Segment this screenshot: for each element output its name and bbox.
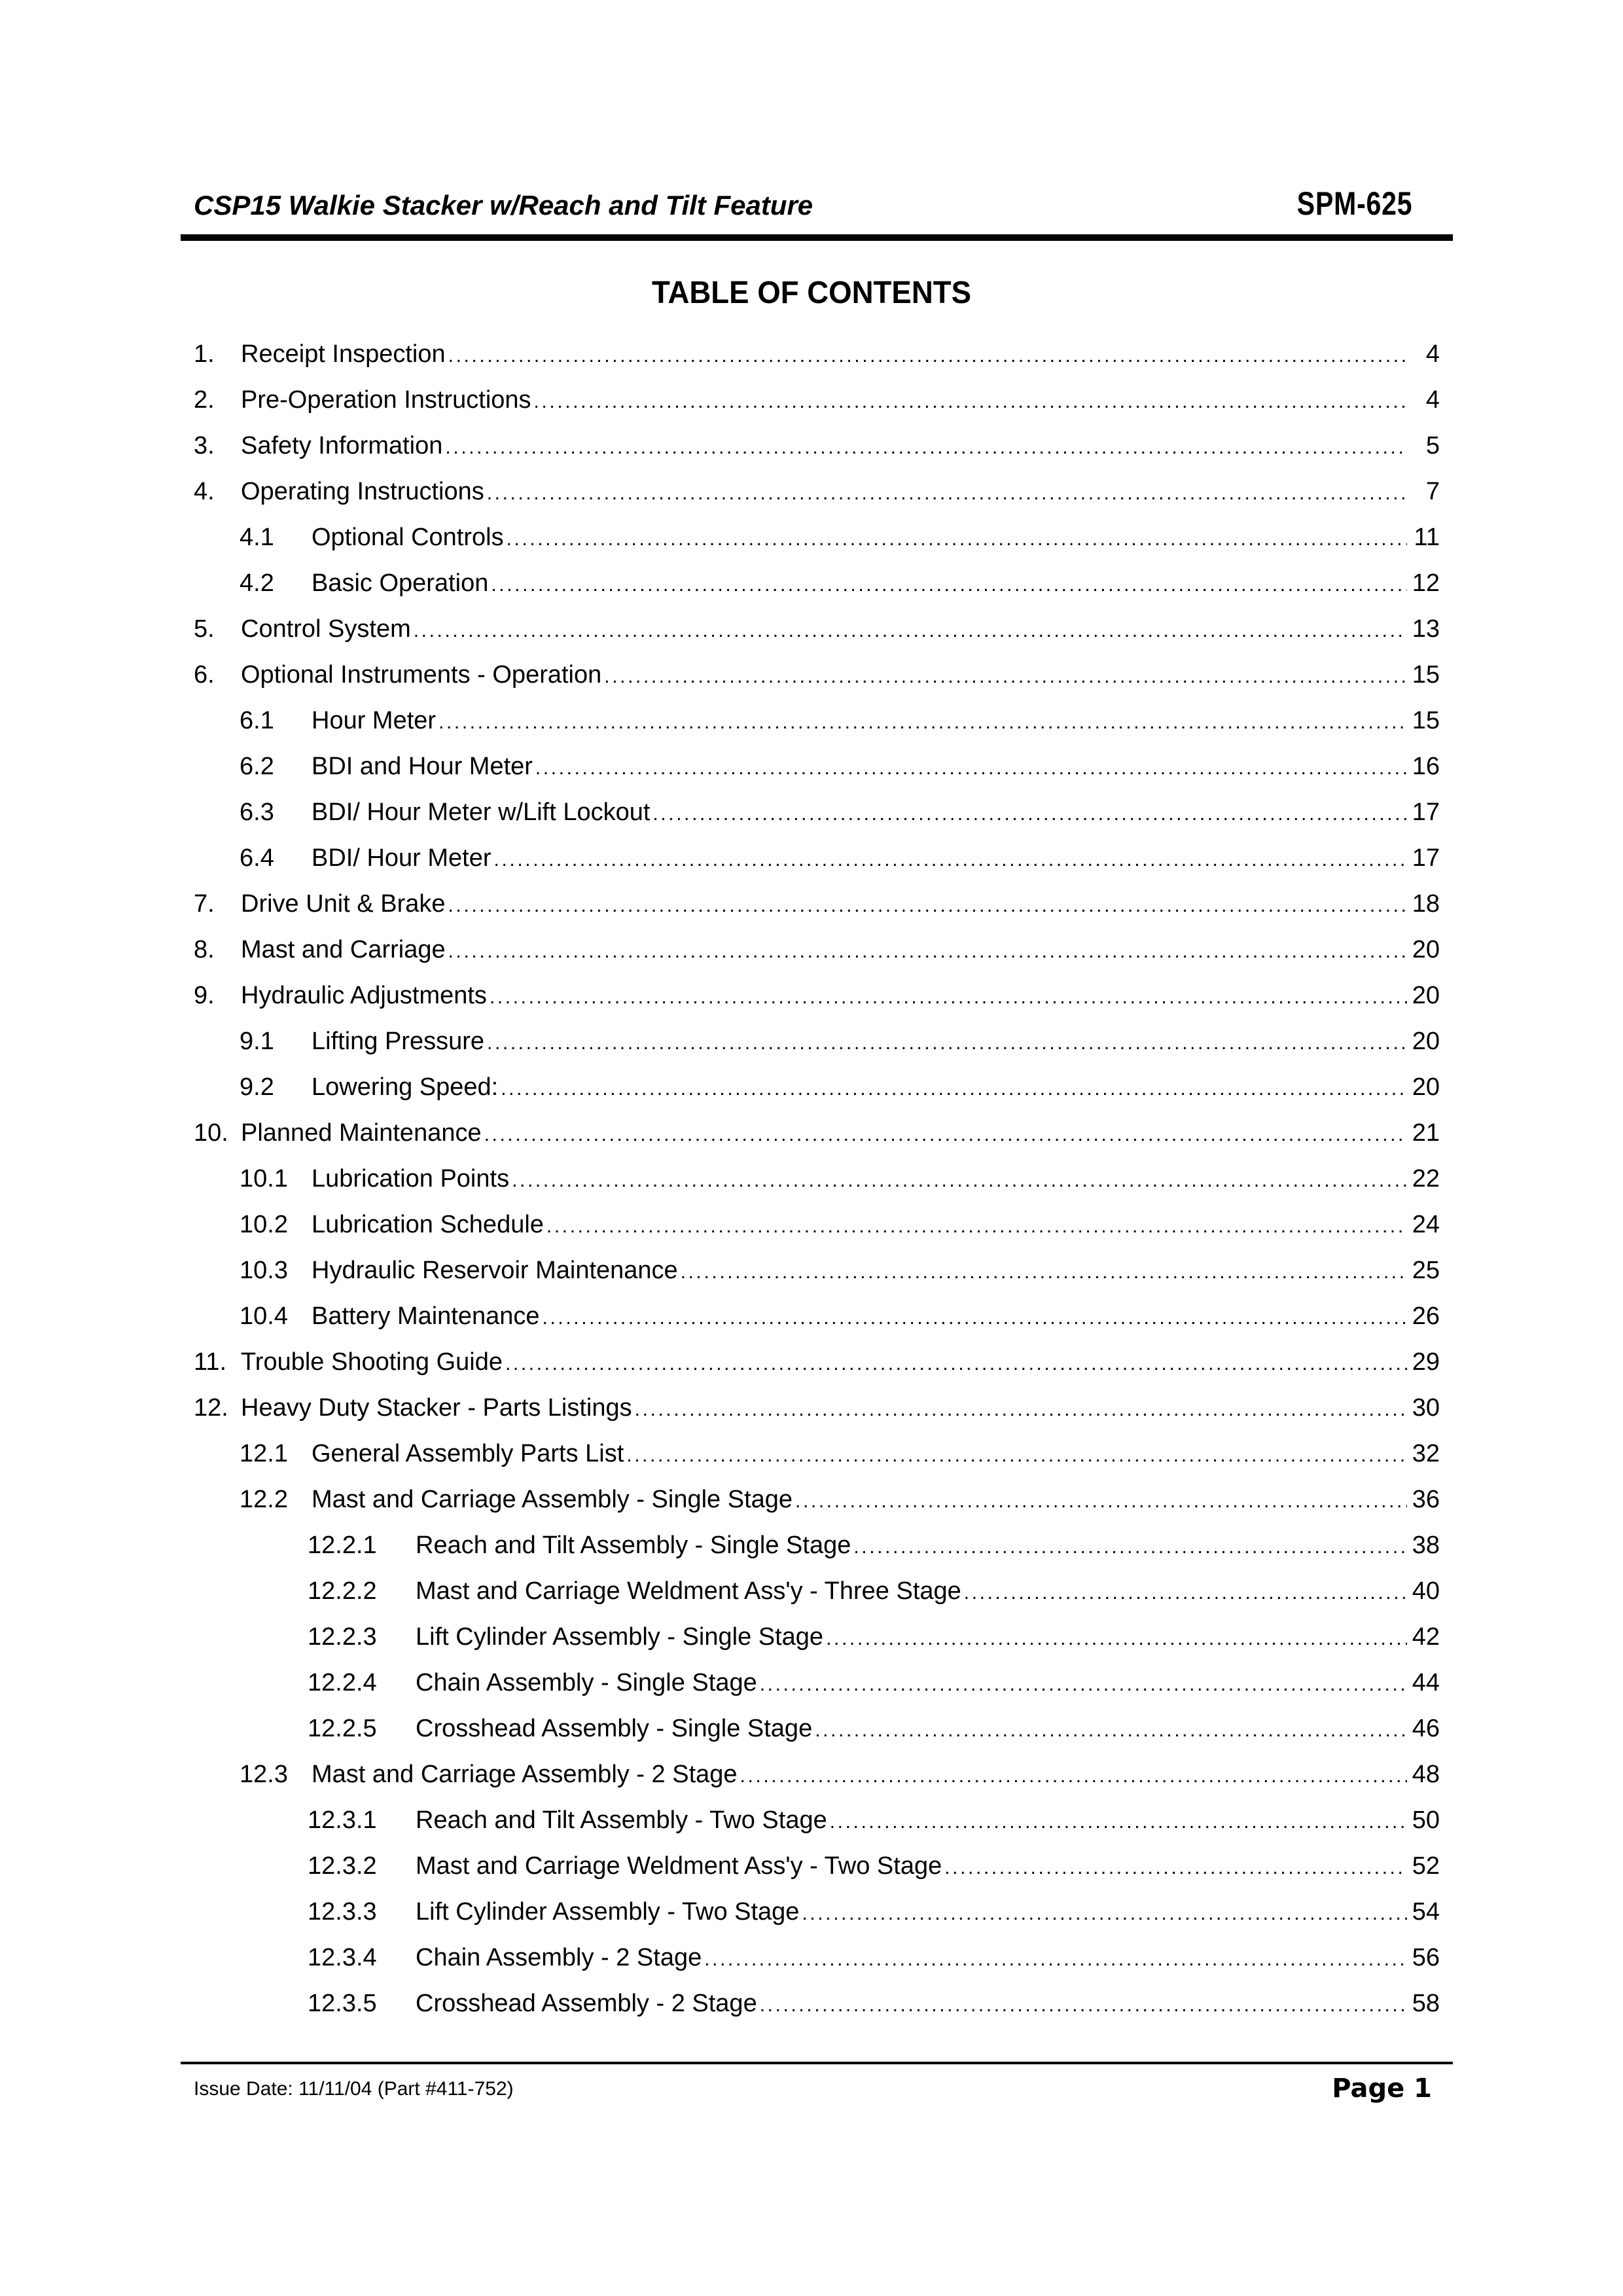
toc-entry-label[interactable]: Hour Meter <box>312 707 437 734</box>
toc-entry-number: 8. <box>194 936 215 963</box>
toc-entry-number: 10.3 <box>240 1257 288 1284</box>
toc-entry-number: 4.2 <box>240 569 274 597</box>
toc-entry-number: 12.2.4 <box>308 1669 377 1696</box>
toc-entry-label[interactable]: Operating Instructions <box>241 478 484 505</box>
dot-leader <box>944 1857 1407 1879</box>
toc-entry-number: 12.3.4 <box>308 1944 377 1971</box>
dot-leader <box>681 1261 1407 1283</box>
dot-leader <box>543 1307 1407 1329</box>
dot-leader <box>853 1536 1407 1558</box>
toc-entry-label[interactable]: Mast and Carriage Assembly - Single Stage <box>312 1486 793 1513</box>
toc-entry-number: 6.4 <box>240 844 274 872</box>
toc-entry[interactable] <box>240 1486 1440 1532</box>
toc-entry[interactable] <box>308 1669 1440 1715</box>
toc-entry[interactable] <box>194 936 1440 982</box>
toc-entry[interactable] <box>194 890 1440 936</box>
toc-entry-label[interactable]: Pre-Operation Instructions <box>241 386 531 414</box>
toc-entry[interactable] <box>194 982 1440 1028</box>
toc-entry[interactable] <box>240 1028 1440 1073</box>
toc-entry-number: 12.2.2 <box>308 1577 377 1605</box>
dot-leader <box>652 803 1407 825</box>
toc-entry-number: 1. <box>194 340 215 368</box>
toc-entry-label[interactable]: Lubrication Points <box>312 1165 510 1193</box>
dot-leader <box>760 1674 1407 1696</box>
dot-leader <box>507 528 1407 550</box>
toc-entry-label[interactable]: Lift Cylinder Assembly - Two Stage <box>416 1898 800 1926</box>
toc-entry[interactable] <box>194 1119 1440 1165</box>
toc-entry-page[interactable]: 20 <box>1412 1073 1440 1101</box>
toc-heading: TABLE OF CONTENTS <box>651 276 972 310</box>
toc-entry-label[interactable]: Crosshead Assembly - Single Stage <box>416 1715 813 1742</box>
toc-entry[interactable] <box>194 615 1440 661</box>
toc-entry-page[interactable]: 32 <box>1412 1440 1440 1467</box>
toc-entry-page[interactable]: 12 <box>1412 569 1440 597</box>
toc-entry-label[interactable]: Heavy Duty Stacker - Parts Listings <box>241 1394 632 1422</box>
dot-leader <box>490 986 1407 1009</box>
dot-leader <box>494 849 1407 871</box>
toc-entry[interactable] <box>240 1165 1440 1211</box>
toc-entry-page[interactable]: 17 <box>1412 798 1440 826</box>
toc-entry-label[interactable]: Safety Information <box>241 432 443 459</box>
toc-entry-page[interactable]: 25 <box>1412 1257 1440 1284</box>
toc-entry-number: 12.3.5 <box>308 1990 377 2017</box>
toc-entry-label[interactable]: Lift Cylinder Assembly - Single Stage <box>416 1623 824 1651</box>
dot-leader <box>448 941 1407 963</box>
dot-leader <box>964 1582 1407 1604</box>
toc-entry[interactable] <box>308 1806 1440 1852</box>
toc-entry-page[interactable]: 20 <box>1412 936 1440 963</box>
dot-leader <box>505 1353 1407 1375</box>
toc-entry-page[interactable]: 29 <box>1412 1348 1440 1376</box>
toc-entry-label[interactable]: Lowering Speed: <box>312 1073 499 1101</box>
document-code: SPM-625 <box>1296 185 1412 222</box>
toc-entry[interactable] <box>194 1348 1440 1394</box>
toc-entry-number: 12.2.1 <box>308 1532 377 1559</box>
toc-entry-label[interactable]: Chain Assembly - Single Stage <box>416 1669 757 1696</box>
dot-leader <box>826 1628 1407 1650</box>
toc-entry-page[interactable]: 54 <box>1412 1898 1440 1926</box>
toc-entry[interactable] <box>240 753 1440 798</box>
dot-leader <box>604 666 1407 688</box>
toc-entry-label[interactable]: Reach and Tilt Assembly - Single Stage <box>416 1532 851 1559</box>
toc-entry[interactable] <box>240 1211 1440 1257</box>
toc-entry-page[interactable]: 16 <box>1412 753 1440 780</box>
toc-entry-page[interactable]: 44 <box>1412 1669 1440 1696</box>
toc-entry-number: 3. <box>194 432 215 459</box>
dot-leader <box>546 1215 1407 1238</box>
toc-entry-number: 4.1 <box>240 524 274 551</box>
toc-entry-label[interactable]: Trouble Shooting Guide <box>241 1348 503 1376</box>
toc-entry-label[interactable]: Lubrication Schedule <box>312 1211 544 1238</box>
dot-leader <box>487 1032 1407 1054</box>
toc-entry[interactable] <box>240 1440 1440 1486</box>
toc-entry-label[interactable]: Drive Unit & Brake <box>241 890 446 918</box>
toc-entry-number: 7. <box>194 890 215 918</box>
toc-entry-page[interactable]: 7 <box>1425 478 1440 505</box>
dot-leader <box>448 345 1407 367</box>
toc-entry[interactable] <box>240 569 1440 615</box>
toc-entry-number: 10.1 <box>240 1165 288 1193</box>
toc-entry-page[interactable]: 40 <box>1412 1577 1440 1605</box>
toc-entry-label[interactable]: Mast and Carriage Weldment Ass'y - Three Stage <box>416 1577 961 1605</box>
toc-entry-number: 12.2.5 <box>308 1715 377 1742</box>
toc-entry[interactable] <box>308 1944 1440 1990</box>
toc-entry-label[interactable]: Chain Assembly - 2 Stage <box>416 1944 702 1971</box>
toc-entry-page[interactable]: 13 <box>1412 615 1440 643</box>
toc-entry-number: 10.2 <box>240 1211 288 1238</box>
toc-entry-number: 12.2 <box>240 1486 288 1513</box>
toc-entry-label[interactable]: Control System <box>241 615 411 643</box>
toc-entry-number: 6.1 <box>240 707 274 734</box>
toc-entry[interactable] <box>194 661 1440 707</box>
dot-leader <box>626 1444 1407 1467</box>
toc-entry-page[interactable]: 56 <box>1412 1944 1440 1971</box>
toc-entry-label[interactable]: Mast and Carriage <box>241 936 446 963</box>
toc-entry[interactable] <box>308 1577 1440 1623</box>
toc-entry-page[interactable]: 15 <box>1412 661 1440 689</box>
toc-entry[interactable] <box>240 844 1440 890</box>
toc-entry-page[interactable]: 52 <box>1412 1852 1440 1880</box>
toc-entry-page[interactable]: 30 <box>1412 1394 1440 1422</box>
dot-leader <box>501 1078 1407 1100</box>
toc-entry-number: 12.1 <box>240 1440 288 1467</box>
toc-entry[interactable] <box>308 1715 1440 1761</box>
toc-entry-page[interactable]: 48 <box>1412 1761 1440 1788</box>
toc-entry-number: 12.3.2 <box>308 1852 377 1880</box>
toc-entry-page[interactable]: 46 <box>1412 1715 1440 1742</box>
toc-entry[interactable] <box>240 1073 1440 1119</box>
toc-entry[interactable] <box>194 432 1440 478</box>
toc-entry[interactable] <box>194 340 1440 386</box>
toc-entry-page[interactable]: 36 <box>1412 1486 1440 1513</box>
dot-leader <box>448 895 1407 917</box>
toc-entry-number: 6.3 <box>240 798 274 826</box>
dot-leader <box>491 574 1407 596</box>
issue-date: Issue Date: 11/11/04 (Part #411-752) <box>194 2078 514 2100</box>
toc-entry-page[interactable]: 38 <box>1412 1532 1440 1559</box>
toc-entry[interactable] <box>308 1623 1440 1669</box>
toc-entry-page[interactable]: 20 <box>1412 982 1440 1009</box>
toc-entry-page[interactable]: 4 <box>1425 386 1440 414</box>
toc-entry-number: 6. <box>194 661 215 689</box>
toc-entry-number: 4. <box>194 478 215 505</box>
toc-entry-label[interactable]: Battery Maintenance <box>312 1302 540 1330</box>
toc-entry-number: 10.4 <box>240 1302 288 1330</box>
dot-leader <box>635 1399 1407 1421</box>
toc-entry-number: 9. <box>194 982 215 1009</box>
dot-leader <box>512 1170 1407 1192</box>
dot-leader <box>534 391 1407 413</box>
toc-entry-page[interactable]: 20 <box>1412 1028 1440 1055</box>
dot-leader <box>414 620 1407 642</box>
toc-entry-page[interactable]: 11 <box>1414 524 1440 551</box>
toc-entry-page[interactable]: 5 <box>1425 432 1440 459</box>
toc-entry-number: 10. <box>194 1119 228 1147</box>
toc-entry-page[interactable]: 24 <box>1412 1211 1440 1238</box>
dot-leader <box>795 1490 1407 1513</box>
dot-leader <box>704 1948 1407 1971</box>
dot-leader <box>487 482 1407 505</box>
toc-entry-number: 2. <box>194 386 215 414</box>
toc-entry-label[interactable]: Optional Controls <box>312 524 504 551</box>
toc-entry-label[interactable]: BDI and Hour Meter <box>312 753 533 780</box>
toc-entry-number: 12.3.1 <box>308 1806 377 1834</box>
toc-entry-label[interactable]: Mast and Carriage Weldment Ass'y - Two Stage <box>416 1852 942 1880</box>
toc-entry-page[interactable]: 15 <box>1412 707 1440 734</box>
toc-entry-number: 9.1 <box>240 1028 274 1055</box>
document-title: CSP15 Walkie Stacker w/Reach and Tilt Feature <box>194 190 813 221</box>
dot-leader <box>484 1124 1407 1146</box>
toc-entry-page[interactable]: 58 <box>1412 1990 1440 2017</box>
toc-entry[interactable] <box>194 386 1440 432</box>
toc-entry-label[interactable]: BDI/ Hour Meter w/Lift Lockout <box>312 798 651 826</box>
toc-entry-page[interactable]: 22 <box>1412 1165 1440 1193</box>
toc-entry[interactable] <box>240 707 1440 753</box>
toc-entry-number: 9.2 <box>240 1073 274 1101</box>
toc-entry-number: 6.2 <box>240 753 274 780</box>
toc-entry-number: 12. <box>194 1394 228 1422</box>
toc-entry-number: 12.3 <box>240 1761 288 1788</box>
toc-entry-page[interactable]: 4 <box>1425 340 1440 368</box>
toc-entry-page[interactable]: 17 <box>1412 844 1440 872</box>
toc-entry-number: 11. <box>194 1348 227 1376</box>
dot-leader <box>445 437 1407 459</box>
dot-leader <box>535 757 1407 780</box>
dot-leader <box>740 1765 1407 1787</box>
toc-entry[interactable] <box>240 524 1440 569</box>
footer-divider <box>181 2062 1453 2064</box>
toc-entry[interactable] <box>308 1898 1440 1944</box>
toc-entry[interactable] <box>240 1257 1440 1302</box>
toc-entry-label[interactable]: Receipt Inspection <box>241 340 446 368</box>
toc-entry-label[interactable]: Mast and Carriage Assembly - 2 Stage <box>312 1761 738 1788</box>
toc-entry[interactable] <box>240 1302 1440 1348</box>
toc-entry-page[interactable]: 50 <box>1412 1806 1440 1834</box>
page-number: Page 1 <box>1332 2073 1432 2104</box>
dot-leader <box>830 1811 1407 1833</box>
toc-entry-label[interactable]: Hydraulic Adjustments <box>241 982 487 1009</box>
toc-entry[interactable] <box>240 798 1440 844</box>
header-divider <box>181 234 1453 241</box>
toc-entry-label[interactable]: Crosshead Assembly - 2 Stage <box>416 1990 757 2017</box>
toc-entry-number: 12.2.3 <box>308 1623 377 1651</box>
toc-entry-page[interactable]: 18 <box>1412 890 1440 918</box>
toc-entry-label[interactable]: Reach and Tilt Assembly - Two Stage <box>416 1806 827 1834</box>
toc-entry[interactable] <box>308 1990 1440 2036</box>
toc-entry[interactable] <box>194 478 1440 524</box>
toc-entry-page[interactable]: 26 <box>1412 1302 1440 1330</box>
toc-entry[interactable] <box>308 1852 1440 1898</box>
toc-entry-label[interactable]: Optional Instruments - Operation <box>241 661 602 689</box>
dot-leader <box>802 1903 1407 1925</box>
dot-leader <box>815 1719 1407 1742</box>
toc-entry-label[interactable]: Planned Maintenance <box>241 1119 482 1147</box>
toc-entry[interactable] <box>308 1532 1440 1577</box>
toc-entry-page[interactable]: 42 <box>1412 1623 1440 1651</box>
toc-entry-page[interactable]: 21 <box>1412 1119 1440 1147</box>
toc-entry-label[interactable]: Basic Operation <box>312 569 489 597</box>
toc-entry-label[interactable]: BDI/ Hour Meter <box>312 844 491 872</box>
toc-entry-number: 12.3.3 <box>308 1898 377 1926</box>
toc-entry-label[interactable]: General Assembly Parts List <box>312 1440 624 1467</box>
dot-leader <box>760 1994 1407 2017</box>
toc-entry[interactable] <box>194 1394 1440 1440</box>
toc-entry-number: 5. <box>194 615 215 643</box>
toc-entry-label[interactable]: Lifting Pressure <box>312 1028 485 1055</box>
toc-entry-label[interactable]: Hydraulic Reservoir Maintenance <box>312 1257 678 1284</box>
toc-entry[interactable] <box>240 1761 1440 1806</box>
dot-leader <box>438 711 1407 734</box>
